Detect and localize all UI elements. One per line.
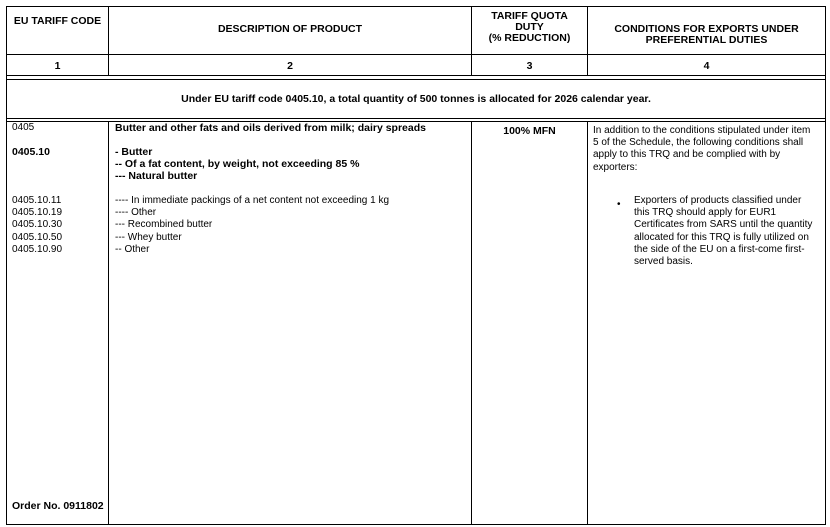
conditions-intro-line: exporters:	[593, 161, 638, 173]
conditions-intro	[593, 125, 821, 174]
header-duty	[472, 11, 587, 44]
column-number-2-label: 2	[287, 60, 293, 72]
header-description	[109, 24, 471, 35]
conditions-bullet-line: the side of the EU on a first-come first-	[634, 243, 805, 255]
code-subheading: 0405.10	[12, 146, 50, 158]
table-border-bottom	[6, 524, 826, 525]
column-number-1	[7, 60, 108, 72]
row-divider-header	[6, 54, 826, 55]
conditions-intro-line: 5 of the Schedule, the following conditions shall	[593, 137, 804, 149]
row-divider-note-top	[6, 79, 826, 80]
conditions-bullet-line: Exporters of products classified under	[634, 195, 802, 206]
header-tariff-code-label: EU TARIFF CODE	[13, 15, 102, 27]
code-item: 0405.10.30	[12, 219, 63, 231]
description-sub-fat-content: -- Of a fat content, by weight, not exceeding 85 %	[115, 158, 360, 170]
duty-value: 100% MFN	[503, 125, 556, 137]
description-sub-butter: - Butter	[115, 146, 153, 158]
row-divider-note-bottom	[6, 118, 826, 119]
column-number-3	[472, 60, 587, 72]
description-item: -- Other	[115, 243, 150, 255]
header-description-label: DESCRIPTION OF PRODUCT	[217, 23, 363, 35]
header-duty-line3: (% REDUCTION)	[488, 32, 571, 44]
description-heading: Butter and other fats and oils derived from milk; dairy spreads	[115, 122, 426, 134]
conditions-bullet-line: allocated for this TRQ is fully utilized on	[634, 231, 809, 243]
column-number-3-label: 3	[526, 60, 533, 72]
code-item: 0405.10.50	[12, 231, 63, 243]
header-duty-line1: TARIFF QUOTA	[491, 10, 568, 22]
table-border-top	[6, 6, 826, 7]
order-number: Order No. 0911802	[12, 500, 104, 512]
header-duty-line2: DUTY	[515, 21, 544, 33]
col-divider-3-body	[587, 121, 588, 525]
description-item: ---- Other	[115, 207, 157, 219]
code-heading: 0405	[12, 122, 35, 133]
conditions-intro-line: apply to this TRQ and be complied with by	[593, 149, 781, 161]
description-item: --- Whey butter	[115, 231, 182, 243]
conditions-bullet-line: Certificates from SARS until the quantity	[634, 219, 813, 231]
header-tariff-code	[7, 16, 108, 27]
bullet-dot-icon: •	[617, 199, 621, 210]
table-border-right	[825, 6, 826, 525]
code-item-list	[12, 195, 62, 256]
column-number-1-label: 1	[54, 60, 61, 72]
header-conditions	[588, 24, 825, 46]
col-divider-2-body	[471, 121, 472, 525]
allocation-note-text: Under EU tariff code 0405.10, a total quantity of 500 tonnes is allocated for 2026 calendar year.	[181, 93, 651, 105]
conditions-bullet-line: this TRQ should apply for EUR1	[634, 207, 777, 219]
code-item: 0405.10.11	[12, 195, 62, 206]
column-number-4	[588, 60, 825, 72]
description-sub-natural-butter: --- Natural butter	[115, 170, 198, 182]
conditions-intro-line: In addition to the conditions stipulated under item	[593, 125, 811, 136]
conditions-bullet	[634, 195, 820, 268]
conditions-bullet-line: served basis.	[634, 256, 693, 268]
header-conditions-line1: CONDITIONS FOR EXPORTS UNDER	[614, 23, 799, 35]
col-divider-1-body	[108, 121, 109, 525]
column-number-2	[109, 60, 471, 72]
table-border-left	[6, 6, 7, 525]
description-item: ---- In immediate packings of a net content not exceeding 1 kg	[115, 195, 390, 206]
column-number-4-label: 4	[703, 60, 710, 72]
description-item-list	[115, 195, 389, 256]
description-item: --- Recombined butter	[115, 219, 213, 231]
code-item: 0405.10.90	[12, 243, 63, 255]
allocation-note	[7, 93, 825, 105]
description-subheadings	[115, 146, 359, 182]
row-divider-numbers	[6, 75, 826, 76]
code-item: 0405.10.19	[12, 207, 63, 219]
header-conditions-line2: PREFERENTIAL DUTIES	[645, 34, 768, 46]
